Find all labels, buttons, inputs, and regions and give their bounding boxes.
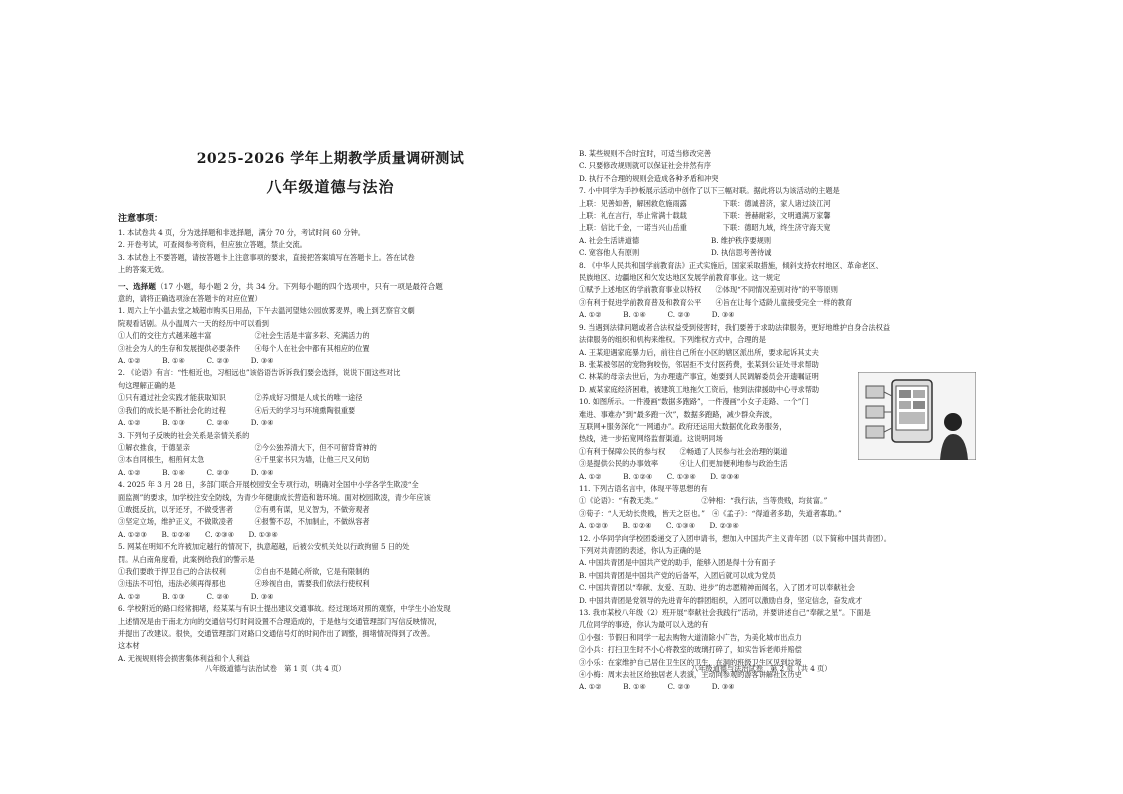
- notice-list: [118, 227, 543, 277]
- question-line: A. ①②③ B. ①②④ C. ①③④ D. ②③④: [579, 521, 739, 531]
- question-line: C. 中国共青团以“奉献、友爱、互助、进步”的志愿精神而闻名，入了团才可以奉献社会: [579, 583, 855, 593]
- question-line: 7. 小中同学为手抄板展示活动中创作了以下三幅对联。据此将以为该活动的主题是: [579, 186, 840, 196]
- section-description-cont: 意的，请将正确选项涂在答题卡的对应位置）: [118, 294, 262, 304]
- question-list: [118, 305, 543, 665]
- question-line: 上述情况是由于南北方向的交通信号灯时间设置不合理造成的，于是他与交通管理部门写信反映情况，: [118, 616, 442, 626]
- section-title: 一、选择题: [118, 281, 156, 291]
- question-line: C. 宽容他人有原则 D. 执信思考善待诚: [579, 248, 772, 258]
- question-line: A. ①② B. ①③ C. ②④ D. ③④: [118, 591, 274, 601]
- question-line: 罚。从白南角度看，此案例给我们的警示是: [118, 554, 255, 564]
- exam-page-left: [0, 0, 561, 794]
- section-header: [118, 281, 543, 293]
- question-line: ③坚定立场，维护正义，不做欺凌者 ④报警不忍，不加制止，不做纵容者: [118, 517, 370, 527]
- question-line: 互联网+服务深化“一网通办”。政府还运用大数据优化政务服务，: [579, 421, 787, 431]
- question-line: ③社会为人的生存和发展提供必要条件 ④每个人在社会中都有其相应的位置: [118, 343, 370, 353]
- question-line: 面监测”的要求，加学校注安全防线，为青少年健康成长营造和谐环境。面对校园欺凌，青少年应该: [118, 492, 431, 502]
- question-line: 6. 学校附近的路口经常拥堵，经某某与有识士提出建议交通事故。经过现场对照的观察，中学生小冶发现: [118, 604, 451, 614]
- notice-item: 1. 本试卷共 4 页，分为选择题和非选择题，满分 70 分，考试时间 60 分钟。: [118, 228, 365, 237]
- question-line: 2. 《论语》有言：“性相近也，习相远也”该俗语告诉诉我们要会选择，说说下面这些对比: [118, 368, 401, 378]
- question-line: ①我们要敢于捍卫自己的合法权利 ②自由不是随心所欲，它是有限制的: [118, 566, 370, 576]
- question-line: A. ①② B. ①④ C. ②③ D. ③④: [579, 310, 735, 320]
- question-line: A. ①② B. ①②④ C. ①③④ D. ②③④: [579, 471, 740, 481]
- question-line: ①有利于保障公民的参与权 ②畅通了人民参与社会治理的渠道: [579, 446, 788, 456]
- section-description: （17 小题，每小题 2 分，共 34 分。下列每小题的四个选项中，只有一项是最符合题: [155, 281, 443, 291]
- question-line: B. 中国共青团是中国共产党的后备军，入团后就可以成为党员: [579, 570, 776, 580]
- question-line: 这本材: [118, 641, 140, 651]
- notice-heading: 注意事项：: [118, 214, 164, 224]
- question-line: A. ①②③ B. ①②④ C. ②③④ D. ①③④: [118, 529, 278, 539]
- question-line: 11. 下列古语名言中，体现平等思想的有: [579, 483, 708, 493]
- cartoon-illustration: [858, 372, 976, 460]
- question-line: 5. 网某在明知不允许被加定越行的情况下，执意超越，后被公安机关处以行政拘留 5 日的处: [118, 542, 410, 552]
- question-line: 热线，进一步拓宽网络监督渠道。这说明同场: [579, 434, 723, 444]
- question-line: C. 林某的母亲去世后，为办理遗产事宜，她要到人民调解委员会开遗嘱证明: [579, 372, 819, 382]
- question-line: 下列对共青团的表述，你认为正确的是: [579, 546, 702, 555]
- question-line: 1. 周六上午小温去堂之城超市购买日用品，下午去温河望她公园放雾麦界，晚上到艺察官文劇: [118, 306, 415, 316]
- question-line: A. 中国共青团是中国共产党的助手，能够入团是得十分有面子: [579, 558, 776, 568]
- question-line: 9. 当遇到法律问题或者合法权益受到侵害时，我们要善于求助法律服务，更好地维护自身合法权益: [579, 322, 891, 332]
- cartoon-drawing: [858, 372, 976, 460]
- question-line: ③有利于促进学前教育普及和教育公平 ④旨在让每个适龄儿童接受完全一样的教育: [579, 297, 853, 307]
- question-line: A. ①② B. ①④ C. ②③ D. ③④: [579, 682, 735, 692]
- question-line: 院观看话剧。从小温周六一天的经历中可以看到: [118, 318, 269, 328]
- notice-item: 2. 开卷考试，可查阅参考资料，但应独立答题，禁止交流。: [118, 240, 307, 250]
- question-line: 法律服务的组织和机构来维权。下列维权方式中，合理的是: [579, 335, 766, 345]
- question-line: A. 无视规则将会损害集体利益和个人利益: [118, 653, 250, 663]
- question-line: 民族地区、边疆地区和欠发达地区发展学前教育事业。这一规定: [579, 273, 781, 283]
- question-line: A. ①② B. ①④ C. ②③ D. ③④: [118, 467, 274, 477]
- question-line: ③本自同根生，相煎何太急 ④千里家书只为墙，让他三尺又何妨: [118, 455, 370, 465]
- question-line: 句这理解正确的是: [118, 380, 176, 390]
- question-line: ④小梅：周末去社区给独居老人表演，主动向参观的游客讲解社区历史: [579, 670, 802, 680]
- question-line: A. ①② B. ①④ C. ②③ D. ③④: [118, 356, 274, 366]
- question-line: D. 中国共青团是党领导的先进青年的群团组织，入团可以激励自身，坚定信念，奋发成才: [579, 595, 863, 605]
- question-line: ①赋予上述地区的学前教育事业以特权 ②体现“不同情况差别对待”的平等原则: [579, 285, 838, 295]
- exam-subtitle: 八年级道德与法治: [266, 178, 395, 196]
- question-line: ②小兵：打扫卫生时不小心将教室的玻璃打碎了，如实告诉老师并赔偿: [579, 645, 802, 655]
- question-line: 几位同学的事迹，你认为最可以入选的有: [579, 620, 709, 630]
- question-line: ③违法不可怕，违法必须再得那也 ④珍视自由，需要我们依法行使权利: [118, 579, 370, 589]
- page-footer: 八年级道德与法治试卷 第 1 页（共 4 页）: [205, 664, 346, 673]
- question-line: A. ①② B. ①③ C. ②④ D. ③④: [118, 418, 274, 428]
- question-line: 并提出了改建议。很快，交通管理部门对路口交通信号灯的时间作出了调整，拥堵情况得到了改善。: [118, 629, 435, 638]
- question-line: ①小强：节假日和同学一起去购物大道清除小广告，为美化城市出点力: [579, 632, 802, 642]
- question-line: ①只有通过社会实践才能获取知识 ②养成好习惯是人成长的唯一途径: [118, 393, 363, 403]
- question-line: A. 王某迎遇家庭暴力后，前往自己所在小区的辖区派出所，要求起诉其丈夫: [579, 347, 819, 357]
- question-line: 上联：见善如善，解困救危施雨露 下联：德诚普济，家人诸过淡江河: [579, 198, 831, 208]
- question-line: 上联：信比千金，一诺当兴山岳重 下联：德昭九域，终生济守海天宽: [579, 223, 831, 233]
- question-line: ①解衣推食，于德显亲 ②今公独养清大下，但不可留背背神的: [118, 442, 377, 452]
- question-line: 10. 如图所示。一件漫画“数据多跑路”，一件漫画“小女子走路、一个”门: [579, 397, 809, 407]
- question-line: 难进、事难办”到“最多跑一次”，数据多跑路，减少群众奔波，: [579, 409, 777, 419]
- page-footer: 八年级道德与法治试卷 第 2 页（共 4 页）: [691, 664, 832, 673]
- question-line: ③是提供公民的办事效率 ④让人们更加便利地参与政治生活: [579, 459, 788, 469]
- question-line: D. 执行不合理的规则会造成各种矛盾和冲突: [579, 173, 719, 183]
- question-line: A. 社会生活讲道德 B. 维护秩序要规则: [579, 235, 772, 245]
- exam-page-right: [561, 0, 1123, 794]
- question-line: B. 某些规则不合时宜时，可适当修改完善: [579, 149, 712, 158]
- question-line: ③小乐：在家维护自己居住卫生区的卫生，在洞的班级卫生区见到垃圾: [579, 657, 802, 667]
- question-line: 13. 我市某校八年级（2）班开展“奉献社会我践行”活动，并要讲述自己“奉献之星”。下面是: [579, 608, 871, 618]
- question-line: ①《论语》：“有教无类。” ②钟相：“我行法，当等贵贱，均贫富。”: [579, 496, 828, 506]
- question-line: ③我们的成长是不断社会化的过程 ④后天的学习与环境熏陶很重要: [118, 405, 356, 415]
- question-line: C. 只要修改规则就可以保证社会井然有序: [579, 161, 712, 171]
- question-line: ③荀子：“人无幼长贵贱，皆天之臣也。” ④《孟子》：“得道者多助，失道者寡助。”: [579, 508, 842, 518]
- question-line: ①人们的交往方式越来越丰富 ②社会生活是丰富多彩、充满活力的: [118, 331, 370, 341]
- exam-title: 2025-2026 学年上期教学质量调研测试: [196, 151, 465, 167]
- question-line: 4. 2025 年 3 月 28 日，多部门联合开展校园安全专项行动，明确对全国中小学各学生欺凌“全: [118, 480, 419, 490]
- notice-item: 3. 本试卷上不要答题，请按答题卡上注意事项的要求，直接把答案填写在答题卡上。答在试卷: [118, 252, 415, 262]
- question-line: 12. 小华同学向学校团委递交了入团申请书，想加入中国共产主义青年团（以下简称中国共青团）。: [579, 533, 891, 543]
- question-line: B. 张某被邻居的宠物狗咬伤，邻居拒不支付医药费，张某到公证处寻求帮助: [579, 359, 819, 369]
- notice-item: 上的答案无效。: [118, 265, 169, 275]
- question-line: 3. 下列句子反映的社会关系是亲情关系的: [118, 430, 250, 440]
- question-line: D. 威某家庭经济困难，被建筑工地拖欠工资后，他到法律援助中心寻求帮助: [579, 384, 820, 394]
- question-line: 8. 《中华人民共和国学前教育法》正式实施后，国家采取措施，倾斜支持农村地区、革命老区、: [579, 260, 883, 270]
- question-line: 上联：礼在言行，举止常满十载载 下联：善赫耐彩，文明通满万家馨: [579, 211, 831, 221]
- question-line: ①敢挺反抗，以牙还牙，不做受害者 ②有勇有谋，见义智为，不做旁观者: [118, 504, 370, 514]
